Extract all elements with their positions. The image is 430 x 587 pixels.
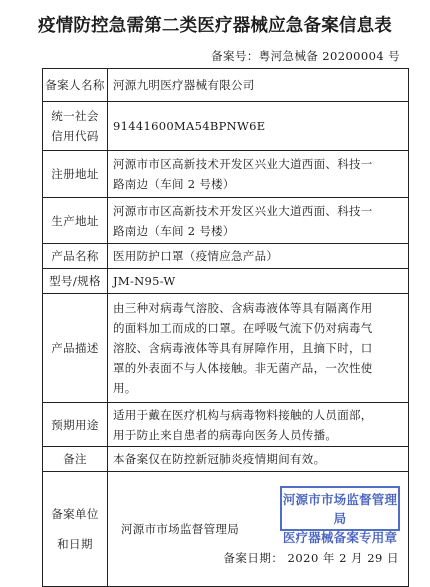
table-row <box>43 69 409 102</box>
table-row <box>43 244 409 269</box>
value-remarks: 本备案仅在防控新冠肺炎疫情期间有效。 <box>108 447 409 472</box>
label-model-spec: 型号/规格 <box>43 269 108 294</box>
record-date: 备案日期： 2020 年 2 月 29 日 <box>223 551 399 565</box>
label-intended-use: 预期用途 <box>43 403 108 447</box>
value-description: 由三种对病毒气溶胶、含病毒液体等具有隔离作用 的面料加工而成的口罩。在呼吸气流下仍对病毒气 溶胶、含病毒液体等具有屏障作用，且摘下时，口 罩的外表面不与人体接触。非无菌产品，一次性使 用。 <box>108 294 409 403</box>
document-title: 疫情防控急需第二类医疗器械应急备案信息表 <box>38 16 392 36</box>
label-production-address: 生产地址 <box>43 198 108 244</box>
record-number: 备案号：粤河急械备 20200004 号 <box>211 49 400 63</box>
table-row <box>43 472 409 587</box>
label-registered-address: 注册地址 <box>43 151 108 198</box>
label-product-name: 产品名称 <box>43 244 108 269</box>
value-applicant: 河源九明医疗器械有限公司 <box>108 69 409 102</box>
label-credit-code: 统一社会 信用代码 <box>43 102 108 151</box>
label-registrar: 备案单位 和日期 <box>43 472 108 587</box>
info-table <box>42 68 409 587</box>
table-row <box>43 403 409 447</box>
value-registrar <box>108 472 409 587</box>
label-applicant: 备案人名称 <box>43 69 108 102</box>
table-row <box>43 151 409 198</box>
label-description: 产品描述 <box>43 294 108 403</box>
value-credit-code: 91441600MA54BPNW6E <box>108 102 409 151</box>
label-remarks: 备注 <box>43 447 108 472</box>
table-row <box>43 198 409 244</box>
table-row <box>43 102 409 151</box>
value-model-spec: JM-N95-W <box>108 269 409 294</box>
table-row <box>43 269 409 294</box>
value-intended-use: 适用于戴在医疗机构与病毒物料接触的人员面部， 用于防止来自患者的病毒向医务人员传播。 <box>108 403 409 447</box>
value-product-name: 医用防护口罩（疫情应急产品） <box>108 244 409 269</box>
value-registered-address: 河源市市区高新技术开发区兴业大道西面、科技一 路南边（车间 2 号楼） <box>108 151 409 198</box>
table-row <box>43 294 409 403</box>
table-row <box>43 447 409 472</box>
value-production-address: 河源市市区高新技术开发区兴业大道西面、科技一 路南边（车间 2 号楼） <box>108 198 409 244</box>
official-stamp: 河源市市场监督管理局 医疗器械备案专用章 <box>280 486 400 531</box>
registrar-organization: 河源市市场监督管理局 <box>121 522 239 536</box>
